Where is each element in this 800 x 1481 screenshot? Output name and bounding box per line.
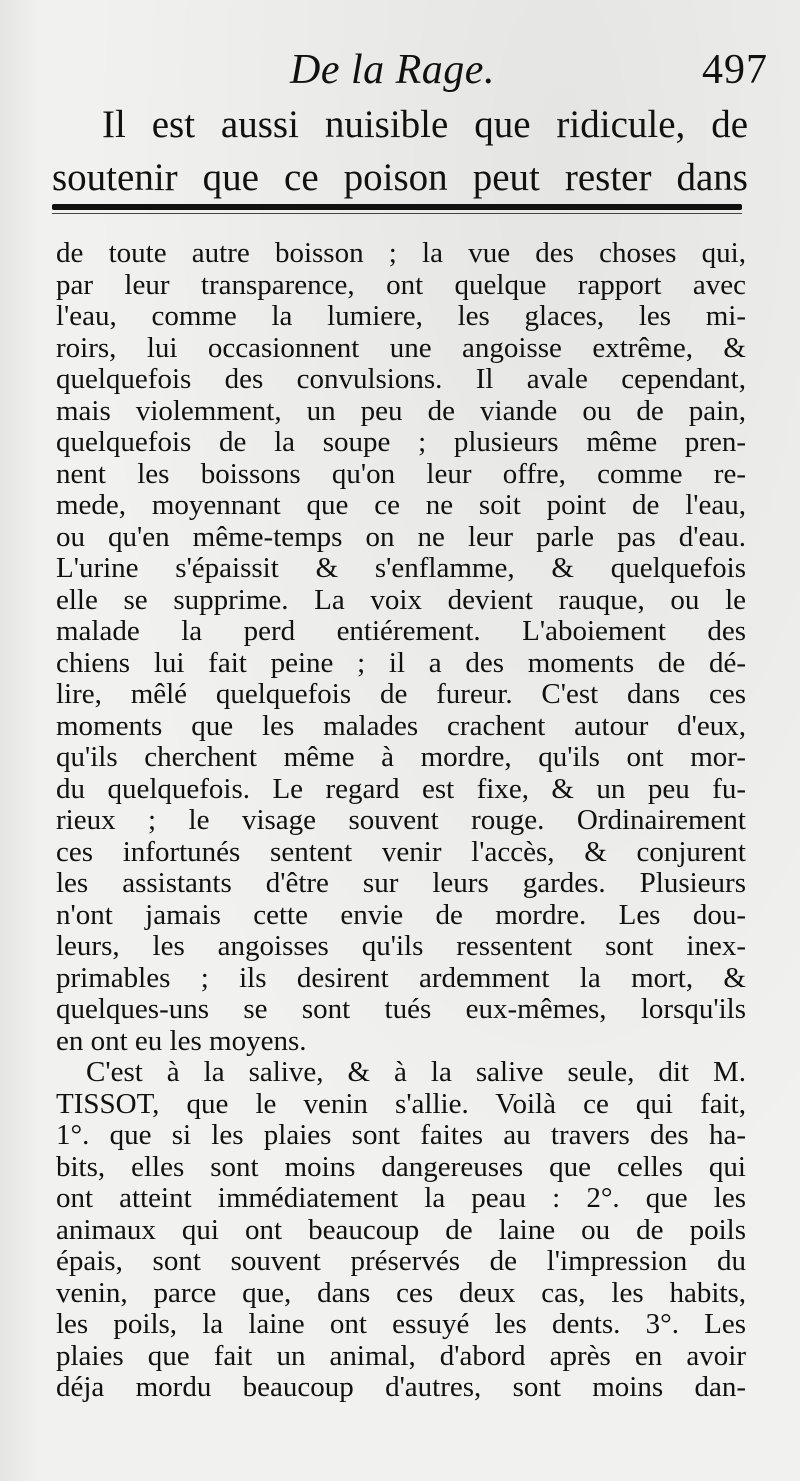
- text-line: primables ; ils desirent ardemment la mort, &: [56, 962, 746, 994]
- text-line: leurs, les angoisses qu'ils ressentent sont inex-: [56, 931, 746, 962]
- text-line: ou qu'en même-temps on ne leur parle pas d'eau.: [56, 521, 746, 553]
- text-line: par leur transparence, ont quelque rapport avec: [56, 269, 746, 301]
- text-line: de toute autre boisson ; la vue des choses qui,: [56, 238, 746, 269]
- text-line: les poils, la laine ont essuyé les dents. 3°. Les: [56, 1309, 746, 1340]
- overlapping-top-lines: [52, 98, 748, 204]
- text-line: elle se supprime. La voix devient rauque, ou le: [56, 584, 746, 616]
- header-rule: [52, 204, 742, 210]
- body-text: [56, 238, 746, 1404]
- text-line: roirs, lui occasionnent une angoisse extrême, &: [56, 332, 746, 364]
- text-line: 1°. que si les plaies sont faites au travers des ha-: [56, 1120, 746, 1151]
- text-line: animaux qui ont beaucoup de laine ou de poils: [56, 1214, 746, 1246]
- text-line: quelquefois de la soupe ; plusieurs même pren-: [56, 427, 746, 458]
- text-line: lire, mêlé quelquefois de fureur. C'est dans ces: [56, 679, 746, 710]
- text-line: plaies que fait un animal, d'abord après en avoir: [56, 1340, 746, 1372]
- text-line: malade la perd entiérement. L'aboiement des: [56, 616, 746, 647]
- text-line: l'eau, comme la lumiere, les glaces, les mi-: [56, 301, 746, 332]
- text-line: TISSOT, que le venin s'allie. Voilà ce qui fait,: [56, 1088, 746, 1120]
- text-line-paragraph-end: en ont eu les moyens.: [56, 1025, 307, 1057]
- text-line: nent les boissons qu'on leur offre, comme re-: [56, 458, 746, 490]
- text-line: mede, moyennant que ce ne soit point de l'eau,: [56, 490, 746, 521]
- text-line: ont atteint immédiatement la peau : 2°. que les: [56, 1183, 746, 1214]
- page-number: 497: [702, 47, 768, 93]
- top-line: soutenir que ce poison peut rester dans: [52, 156, 748, 199]
- top-line: Il est aussi nuisible que ridicule, de: [102, 103, 748, 146]
- text-line: chiens lui fait peine ; il a des moments de dé-: [56, 647, 746, 679]
- text-line: qu'ils cherchent même à mordre, qu'ils ont mor-: [56, 742, 746, 773]
- text-line: mais violemment, un peu de viande ou de pain,: [56, 395, 746, 427]
- text-line: quelquefois des convulsions. Il avale cependant,: [56, 364, 746, 395]
- text-line: rieux ; le visage souvent rouge. Ordinairement: [56, 805, 746, 836]
- text-line: moments que les malades crachent autour d'eux,: [56, 710, 746, 742]
- text-line: du quelquefois. Le regard est fixe, & un peu fu-: [56, 773, 746, 805]
- text-line: n'ont jamais cette envie de mordre. Les dou-: [56, 899, 746, 931]
- text-line: venin, parce que, dans ces deux cas, les habits,: [56, 1277, 746, 1309]
- text-line: ces infortunés sentent venir l'accès, & conjurent: [56, 836, 746, 868]
- running-title: De la Rage.: [290, 47, 495, 93]
- running-head: [0, 46, 800, 102]
- text-line: bits, elles sont moins dangereuses que celles qui: [56, 1151, 746, 1183]
- text-line: L'urine s'épaissit & s'enflamme, & quelquefois: [56, 553, 746, 584]
- text-line-paragraph-start: C'est à la salive, & à la salive seule, dit M.: [86, 1057, 746, 1088]
- text-line: déja mordu beaucoup d'autres, sont moins dan-: [56, 1372, 746, 1403]
- text-line: les assistants d'être sur leurs gardes. Plusieurs: [56, 868, 746, 899]
- text-line: épais, sont souvent préservés de l'impression du: [56, 1246, 746, 1277]
- text-line: quelques-uns se sont tués eux-mêmes, lorsqu'ils: [56, 994, 746, 1025]
